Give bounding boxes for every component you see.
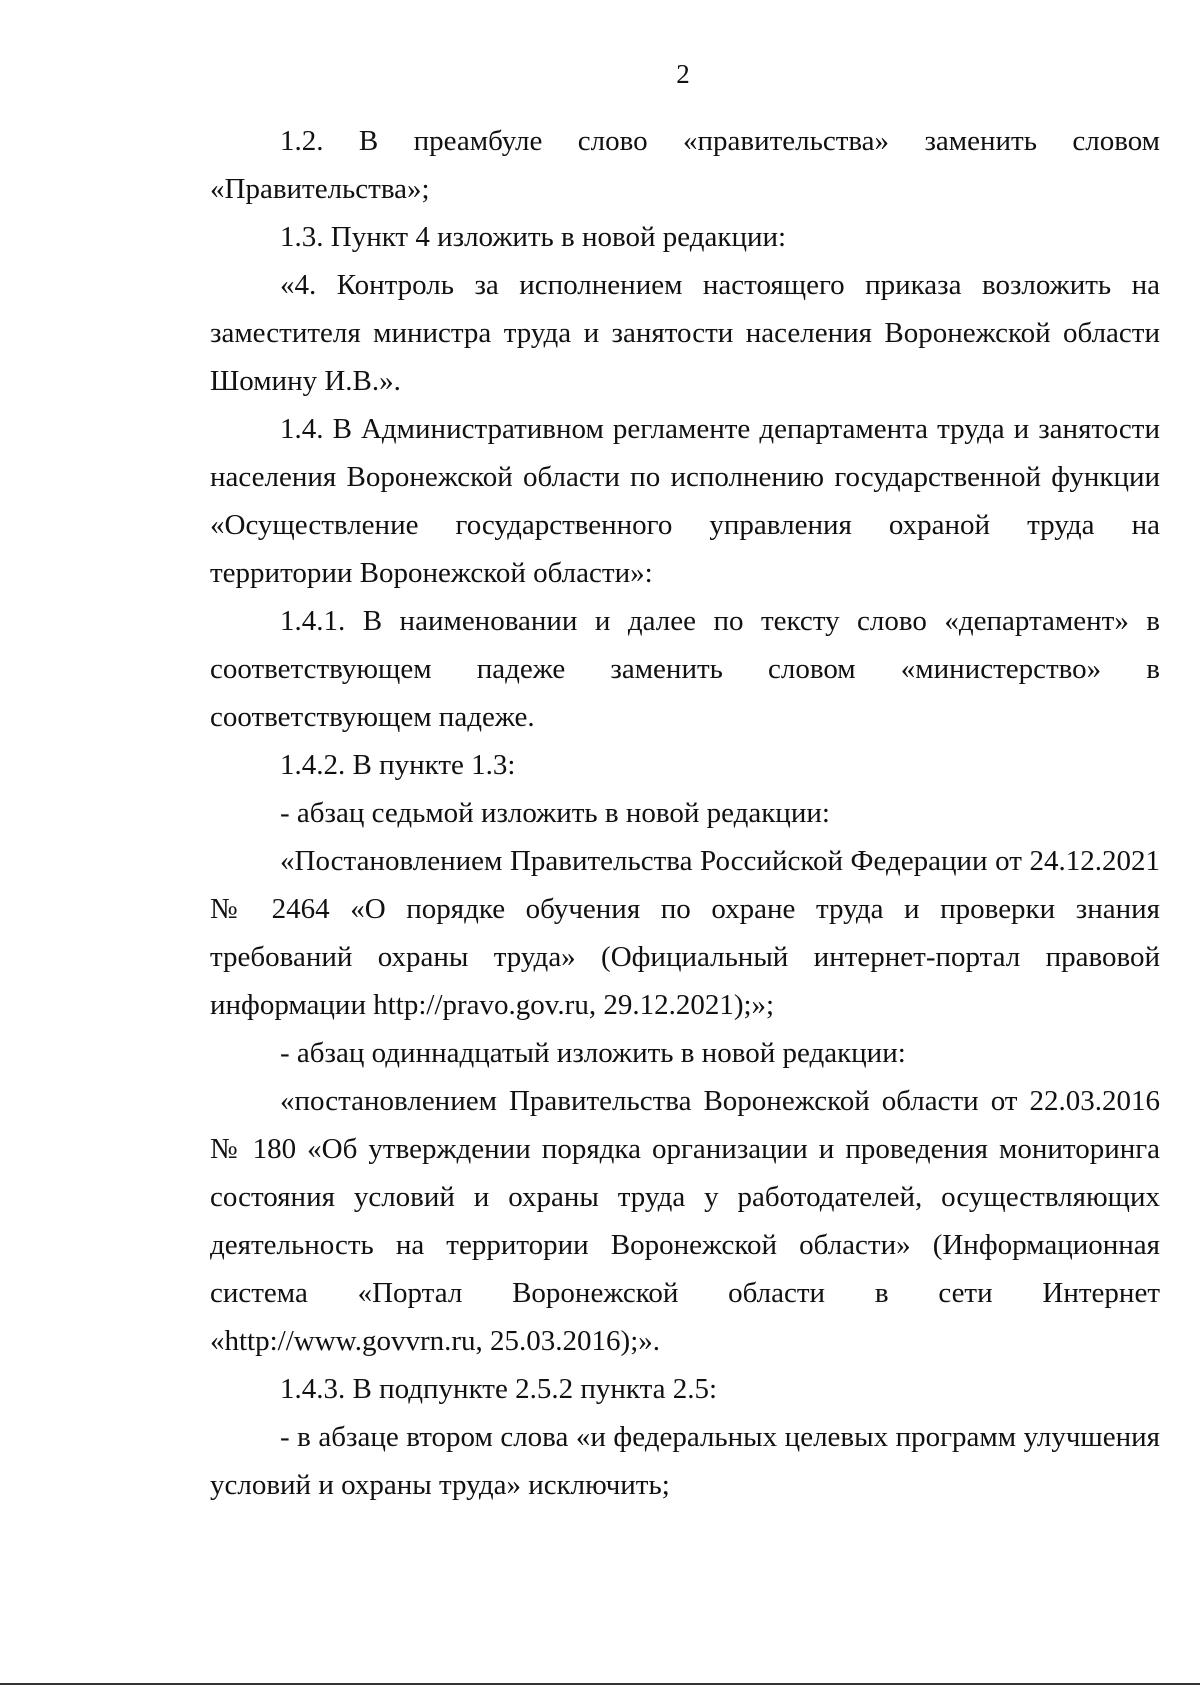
paragraph-abzac-2: - в абзаце втором слова «и федеральных целевых программ улучшения условий и охраны труда» исключить; [210,1421,1160,1501]
paragraph-point-4: «4. Контроль за исполнением настоящего приказа возложить на заместителя министра труда и занятости населения Воронежской области Шомину И.В.». [210,269,1160,397]
paragraph-quote-vo: «постановлением Правительства Воронежской области от 22.03.2016 № 180 «Об утверждении порядка организации и проведения мониторинга состояния условий и охраны труда у работодателей, осуществляющих деятельность на территории Воронежской области» (Информационная система «Портал Воронежской области в сети Интернет «http://www.govvrn.ru, 25.03.2016);». [210,1085,1160,1357]
bottom-scan-edge [0,1683,1200,1685]
page-number: 2 [676,59,690,89]
paragraph-1-4: 1.4. В Административном регламенте департамента труда и занятости населения Воронежской области по исполнению государственной функции «Осуществление государственного управления охраной труда на территории Воронежской области»: [210,413,1160,589]
document-body [210,117,1160,1509]
paragraph-1-4-1: 1.4.1. В наименовании и далее по тексту слово «департамент» в соответствующем падеже заменить словом «министерство» в соответствующем падеже. [210,605,1160,733]
paragraph-1-2: 1.2. В преамбуле слово «правительства» заменить словом «Правительства»; [210,125,1160,205]
paragraph-1-4-3: 1.4.3. В подпункте 2.5.2 пункта 2.5: [280,1373,718,1405]
paragraph-1-3: 1.3. Пункт 4 изложить в новой редакции: [280,221,787,253]
paragraph-abzac-7: - абзац седьмой изложить в новой редакции: [280,797,830,829]
paragraph-1-4-2: 1.4.2. В пункте 1.3: [280,749,516,781]
paragraph-abzac-11: - абзац одиннадцатый изложить в новой редакции: [280,1037,906,1069]
paragraph-quote-rf: «Постановлением Правительства Российской Федерации от 24.12.2021 № 2464 «О порядке обучения по охране труда и проверки знания требований охраны труда» (Официальный интернет-портал правовой информации http://pravo.gov.ru, 29.12.2021);»; [210,845,1160,1021]
